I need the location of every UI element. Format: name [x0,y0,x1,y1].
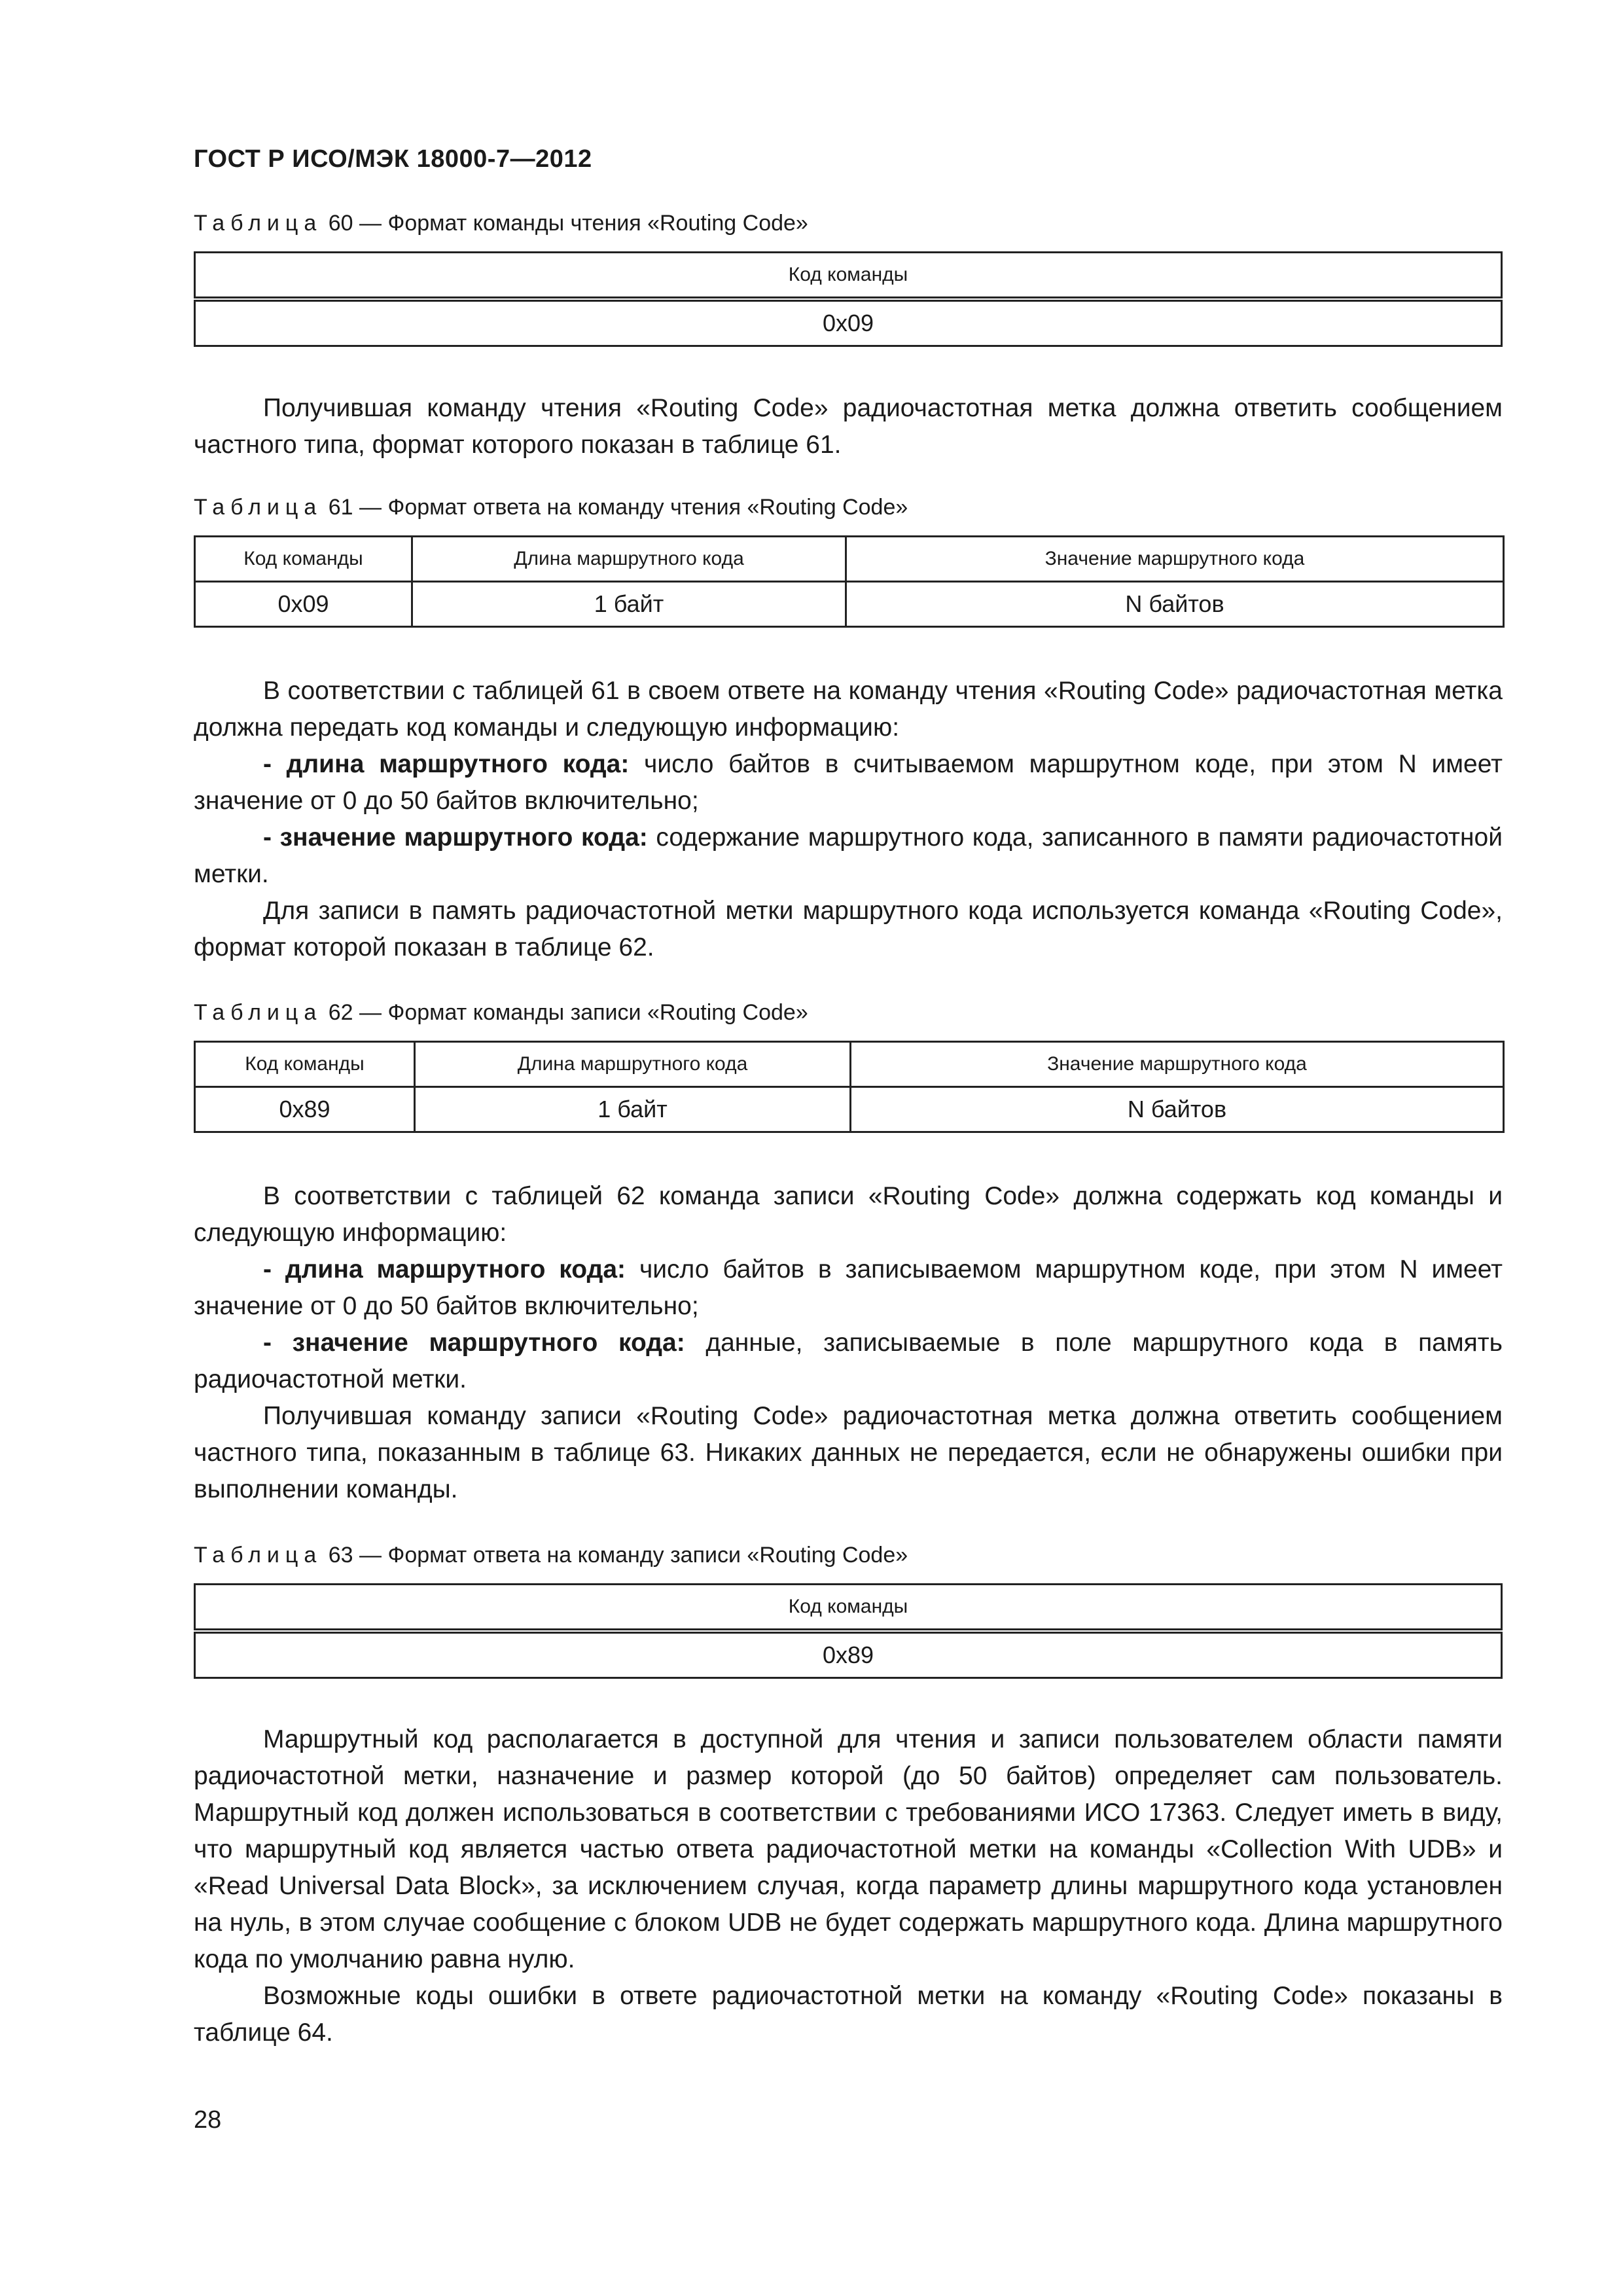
term-label: - значение маршрутного кода: [263,823,648,852]
table-header-cell: Код команды [195,537,412,582]
table-60 [194,251,1503,347]
table-caption-word: Таблица [194,1543,323,1568]
paragraph-text: Маршрутный код располагается в доступной для чтения и записи пользователем области памяти радиочастотной метки, назначение и размер которой (до 50 байтов) определяет сам пользователь. Маршрутный код должен использоваться в соответствии с требованиями ИСО 17363. Следует иметь в виду, что маршрутный код является частью ответа радиочастотной метки на команды «Collection With UDB» и «Read Universal Data Block», за исключением случая, когда параметр длины маршрутного кода установлен на нуль, в этом случае сообщение с блоком UDB не будет содержать маршрутного кода. Длина маршрутного кода по умолчанию равна нулю. [194,1725,1503,1973]
paragraph-text: Для записи в память радиочастотной метки маршрутного кода используется команда «Routing Code», формат которой показан в таблице 62. [194,897,1503,961]
document-header: ГОСТ Р ИСО/МЭК 18000-7—2012 [194,145,592,173]
list-item [194,819,1503,893]
table-header-cell: Код команды [195,253,1502,300]
table-61-caption [194,495,908,520]
table-header-cell: Значение маршрутного кода [851,1042,1504,1087]
term-text: данные, записываемые в поле маршрутного кода в память радиочастотной метки. [194,1329,1503,1393]
table-cell: 0x09 [195,299,1502,346]
term-label: - значение маршрутного кода: [263,1329,685,1357]
paragraph-block-3 [194,1178,1503,1508]
table-60-caption [194,211,808,236]
paragraph-text: В соответствии с таблицей 61 в своем ответе на команду чтения «Routing Code» радиочастотная метка должна передать код команды и следующую информацию: [194,677,1503,742]
list-item [194,1325,1503,1398]
paragraph-text: В соответствии с таблицей 62 команда записи «Routing Code» должна содержать код команды и следующую информацию: [194,1182,1503,1247]
table-caption-text: 61 — Формат ответа на команду чтения «Routing Code» [328,495,908,520]
list-item [194,1251,1503,1325]
table-63 [194,1583,1503,1679]
table-caption-text: 60 — Формат команды чтения «Routing Code» [328,211,808,236]
table-62 [194,1041,1505,1133]
term-text: содержание маршрутного кода, записанного в памяти радиочастотной метки. [194,823,1503,888]
paragraph-text: Получившая команду записи «Routing Code» радиочастотная метка должна ответить сообщением частного типа, показанным в таблице 63. Никаких данных не передается, если не обнаружены ошибки при выполнении команды. [194,1402,1503,1503]
paragraph-text: Получившая команду чтения «Routing Code» радиочастотная метка должна ответить сообщением частного типа, формат которого показан в таблице 61. [194,394,1503,459]
table-cell: 1 байт [415,1087,851,1132]
table-header-cell: Код команды [195,1585,1502,1632]
table-62-caption [194,1000,808,1026]
term-label: - длина маршрутного кода: [263,1255,626,1283]
paragraph-block-2 [194,673,1503,966]
table-cell: N байтов [851,1087,1504,1132]
paragraph-block-4 [194,1721,1503,2051]
paragraph-text: Возможные коды ошибки в ответе радиочастотной метки на команду «Routing Code» показаны в таблице 64. [194,1982,1503,2047]
table-61 [194,535,1505,628]
table-header-cell: Код команды [195,1042,415,1087]
page-number: 28 [194,2106,222,2134]
table-header-cell: Длина маршрутного кода [415,1042,851,1087]
table-cell: 0x89 [195,1087,415,1132]
table-cell: 0x89 [195,1631,1502,1678]
list-item [194,746,1503,819]
paragraph-1 [194,390,1503,463]
table-caption-word: Таблица [194,211,323,236]
table-cell: 1 байт [412,582,846,627]
table-caption-text: 62 — Формат команды записи «Routing Code» [328,1000,808,1025]
table-caption-text: 63 — Формат ответа на команду записи «Routing Code» [328,1543,908,1568]
table-caption-word: Таблица [194,495,323,520]
table-header-cell: Значение маршрутного кода [846,537,1504,582]
term-text: число байтов в считываемом маршрутном коде, при этом N имеет значение от 0 до 50 байтов включительно; [194,750,1503,815]
table-header-cell: Длина маршрутного кода [412,537,846,582]
table-cell: N байтов [846,582,1504,627]
table-cell: 0x09 [195,582,412,627]
table-63-caption [194,1543,908,1568]
table-caption-word: Таблица [194,1000,323,1025]
term-text: число байтов в записываемом маршрутном коде, при этом N имеет значение от 0 до 50 байтов включительно; [194,1255,1503,1320]
term-label: - длина маршрутного кода: [263,750,630,778]
